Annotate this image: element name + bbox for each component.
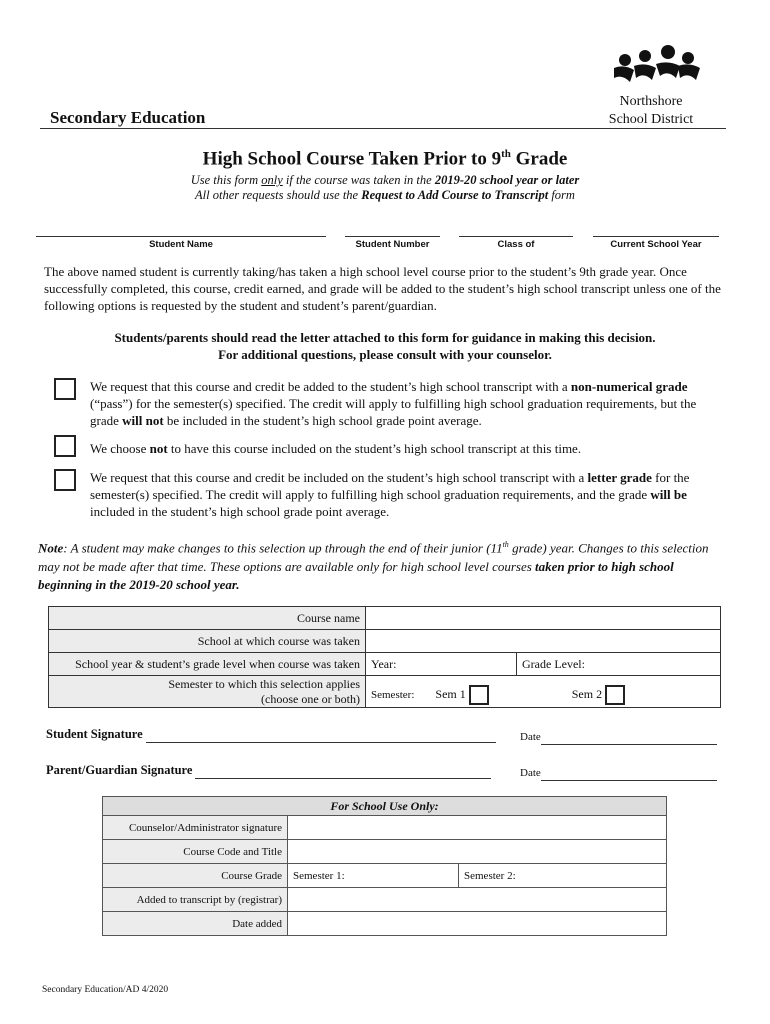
registrar-input[interactable] — [288, 888, 667, 912]
title-text: High School Course Taken Prior to 9 — [202, 148, 502, 170]
opt-bold: non-numerical grade — [570, 379, 688, 394]
table-row — [49, 676, 721, 708]
student-signature-row — [46, 727, 496, 743]
date-added-label: Date added — [103, 912, 288, 936]
course-code-label: Course Code and Title — [103, 840, 288, 864]
parent-date-field[interactable] — [541, 765, 717, 781]
course-grade-label: Course Grade — [103, 864, 288, 888]
table-row — [49, 653, 721, 676]
guidance-line-2: For additional questions, please consult with your counselor. — [218, 347, 552, 362]
course-name-input[interactable] — [366, 607, 721, 630]
student-number-field[interactable] — [345, 236, 440, 237]
note-sup: th — [502, 540, 509, 549]
student-signature-label: Student Signature — [46, 727, 143, 741]
usage-text: All other requests should use the — [195, 188, 362, 202]
current-school-year-label: Current School Year — [610, 239, 702, 250]
semester-label — [49, 676, 366, 708]
title-tail: Grade — [510, 148, 568, 170]
form-title — [0, 148, 770, 170]
parent-date-label: Date — [520, 767, 541, 779]
opt-bold: not — [149, 441, 168, 456]
district-name — [596, 93, 706, 129]
grade-level-input[interactable] — [517, 653, 721, 676]
opt-bold: will be — [650, 487, 687, 502]
semester-choice — [366, 676, 721, 708]
student-number-label: Student Number — [355, 239, 430, 250]
opt-text: (“pass”) for the semester(s) specified. The credit will apply to fulfilling high school graduation requirements, but the grade — [90, 396, 697, 428]
note-label: Note — [38, 540, 64, 556]
year-level-label: School year & student’s grade level when course was taken — [49, 653, 366, 676]
semester2-label: Semester 2: — [464, 869, 516, 882]
usage-text: Use this form — [190, 173, 262, 187]
course-table — [48, 606, 721, 708]
usage-only: only — [261, 173, 283, 187]
usage-text: if the course was taken in the — [282, 173, 435, 187]
grade-level-label: Grade Level: — [522, 656, 585, 671]
district-line-2: School District — [608, 112, 694, 127]
section-title: Secondary Education — [50, 108, 206, 127]
header-divider — [40, 128, 726, 129]
year-input[interactable] — [366, 653, 517, 676]
parent-signature-row — [46, 763, 491, 779]
usage-text: form — [548, 188, 575, 202]
usage-note-2 — [0, 188, 770, 203]
semester1-input[interactable] — [288, 864, 459, 888]
counselor-signature-label: Counselor/Administrator signature — [103, 816, 288, 840]
table-row — [103, 840, 667, 864]
note-bold: taken prior to high school beginning in the 2019-20 school year. — [38, 558, 674, 593]
guidance-line-1: Students/parents should read the letter attached to this form for guidance in making this decision. — [114, 330, 656, 345]
student-date-row — [520, 729, 717, 745]
usage-note-1 — [0, 173, 770, 188]
school-label: School at which course was taken — [49, 630, 366, 653]
student-date-field[interactable] — [541, 729, 717, 745]
counselor-signature-input[interactable] — [288, 816, 667, 840]
sem1-label: Sem 1 — [435, 686, 466, 701]
usage-bold: Request to Add Course to Transcript — [361, 188, 549, 202]
class-of-field[interactable] — [459, 236, 573, 237]
class-of-label: Class of — [497, 239, 535, 250]
office-use-heading: For School Use Only: — [103, 797, 667, 816]
option-exclude-text — [90, 440, 720, 457]
note-text: : A student may make changes to this selection up through the end of their junior (11 — [63, 540, 503, 556]
opt-text: included in the student’s high school grade point average. — [90, 504, 390, 519]
opt-text: We request that this course and credit be added to the student’s high school transcript with a — [90, 379, 571, 394]
sem1-checkbox[interactable] — [469, 685, 489, 705]
table-row — [103, 816, 667, 840]
parent-signature-label: Parent/Guardian Signature — [46, 763, 193, 777]
opt-text: We choose — [90, 441, 150, 456]
opt-text: We request that this course and credit be included on the student’s high school transcript with a — [90, 470, 588, 485]
student-date-label: Date — [520, 731, 541, 743]
semester-label-1: Semester to which this selection applies — [168, 676, 360, 691]
semester-label-2: (choose one or both) — [261, 691, 360, 706]
usage-bold: 2019-20 school year or later — [434, 173, 580, 187]
opt-text: be included in the student’s high school grade point average. — [163, 413, 482, 428]
table-row — [103, 912, 667, 936]
semester-text: Semester: — [371, 688, 415, 701]
opt-bold: will not — [122, 413, 164, 428]
option-letter-grade-text — [90, 469, 720, 520]
course-code-input[interactable] — [288, 840, 667, 864]
table-row — [103, 797, 667, 816]
title-sup: th — [501, 148, 511, 160]
opt-text: for the semester(s) specified. The credit will apply to fulfilling high school graduation requirements, and the grade — [90, 470, 690, 502]
course-name-label: Course name — [49, 607, 366, 630]
office-use-table — [102, 796, 667, 936]
table-row — [49, 630, 721, 653]
opt-text: to have this course included on the student’s high school transcript at this time. — [167, 441, 582, 456]
semester2-input[interactable] — [459, 864, 667, 888]
parent-date-row — [520, 765, 717, 781]
district-line-1: Northshore — [619, 94, 683, 109]
table-row — [103, 864, 667, 888]
option-letter-grade-checkbox[interactable] — [54, 469, 76, 491]
opt-bold: letter grade — [587, 470, 652, 485]
student-name-field[interactable] — [36, 236, 326, 237]
note-text: grade) year. Changes to this selection may not be made after that time. These options are available only for high school level courses — [38, 540, 709, 574]
school-input[interactable] — [366, 630, 721, 653]
option-pass-text — [90, 378, 720, 429]
table-row — [49, 607, 721, 630]
current-school-year-field[interactable] — [593, 236, 719, 237]
student-name-label: Student Name — [149, 239, 213, 250]
date-added-input[interactable] — [288, 912, 667, 936]
sem2-label: Sem 2 — [571, 686, 603, 701]
footer-text: Secondary Education/AD 4/2020 — [42, 985, 169, 995]
parent-signature-field[interactable] — [195, 763, 491, 779]
sem2-checkbox[interactable] — [605, 685, 625, 705]
student-signature-field[interactable] — [146, 727, 496, 743]
year-label: Year: — [371, 656, 397, 671]
registrar-label: Added to transcript by (registrar) — [103, 888, 288, 912]
northshore-logo — [612, 44, 702, 90]
option-pass-checkbox[interactable] — [54, 378, 76, 400]
note-paragraph — [38, 536, 728, 595]
table-row — [103, 888, 667, 912]
semester1-label: Semester 1: — [293, 869, 345, 882]
option-exclude-checkbox[interactable] — [54, 435, 76, 457]
intro-paragraph: The above named student is currently taking/has taken a high school level course prior to the student’s 9th grade year. Once successfully completed, this course, credit earned, and grade will be added to the student’s high school transcript unless one of the following options is requested by the student and student’s parent/guardian. — [44, 264, 721, 313]
